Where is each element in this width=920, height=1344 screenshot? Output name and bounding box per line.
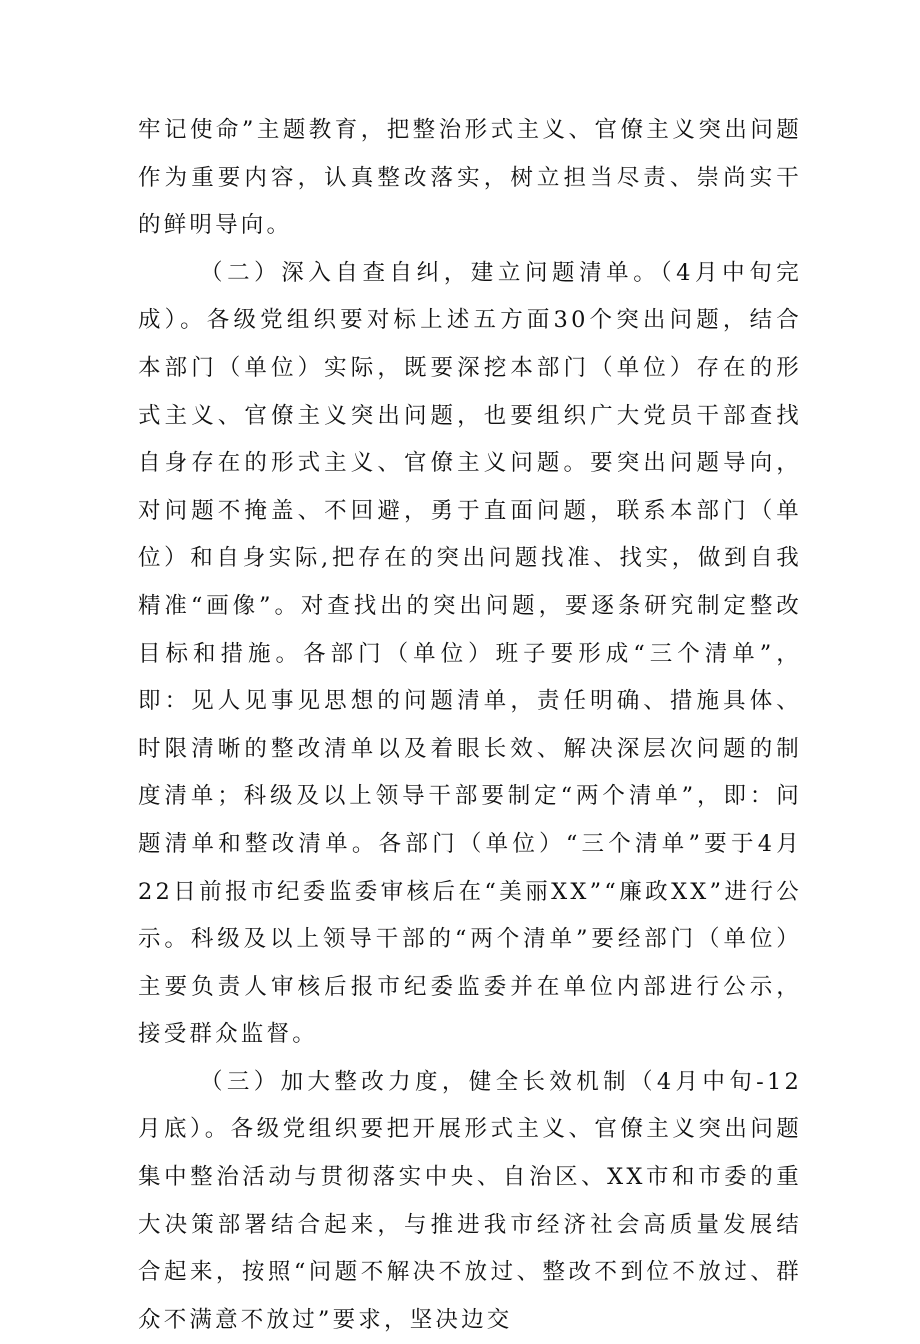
paragraph-section-2: （二）深入自查自纠，建立问题清单。（4月中旬完成）。各级党组织要对标上述五方面30个突出问题，结合本部门（单位）实际，既要深挖本部门（单位）存在的形式主义、官僚主义突出问题，也要组织广大党员干部查找自身存在的形式主义、官僚主义问题。要突出问题导向，对问题不掩盖、不回避，勇于直面问题，联系本部门（单位）和自身实际,把存在的突出问题找准、找实，做到自我精准“画像”。对查找出的突出问题，要逐条研究制定整改目标和措施。各部门（单位）班子要形成“三个清单”，即：见人见事见思想的问题清单，责任明确、措施具体、时限清晰的整改清单以及着眼长效、解决深层次问题的制度清单；科级及以上领导干部要制定“两个清单”，即：问题清单和整改清单。各部门（单位）“三个清单”要于4月22日前报市纪委监委审核后在“美丽XX”“廉政XX”进行公示。科级及以上领导干部的“两个清单”要经部门（单位）主要负责人审核后报市纪委监委并在单位内部进行公示，接受群众监督。 (138, 259, 802, 1048)
paragraph-continuation: 牢记使命”主题教育，把整治形式主义、官僚主义突出问题作为重要内容，认真整改落实，树立担当尽责、崇尚实干的鲜明导向。 (138, 117, 802, 239)
document-body (138, 107, 802, 1344)
paragraph-section-3: （三）加大整改力度，健全长效机制（4月中旬-12月底）。各级党组织要把开展形式主义、官僚主义突出问题集中整治活动与贯彻落实中央、自治区、XX市和市委的重大决策部署结合起来，与推进我市经济社会高质量发展结合起来，按照“问题不解决不放过、整改不到位不放过、群众不满意不放过”要求，坚决边交 (138, 1068, 802, 1333)
